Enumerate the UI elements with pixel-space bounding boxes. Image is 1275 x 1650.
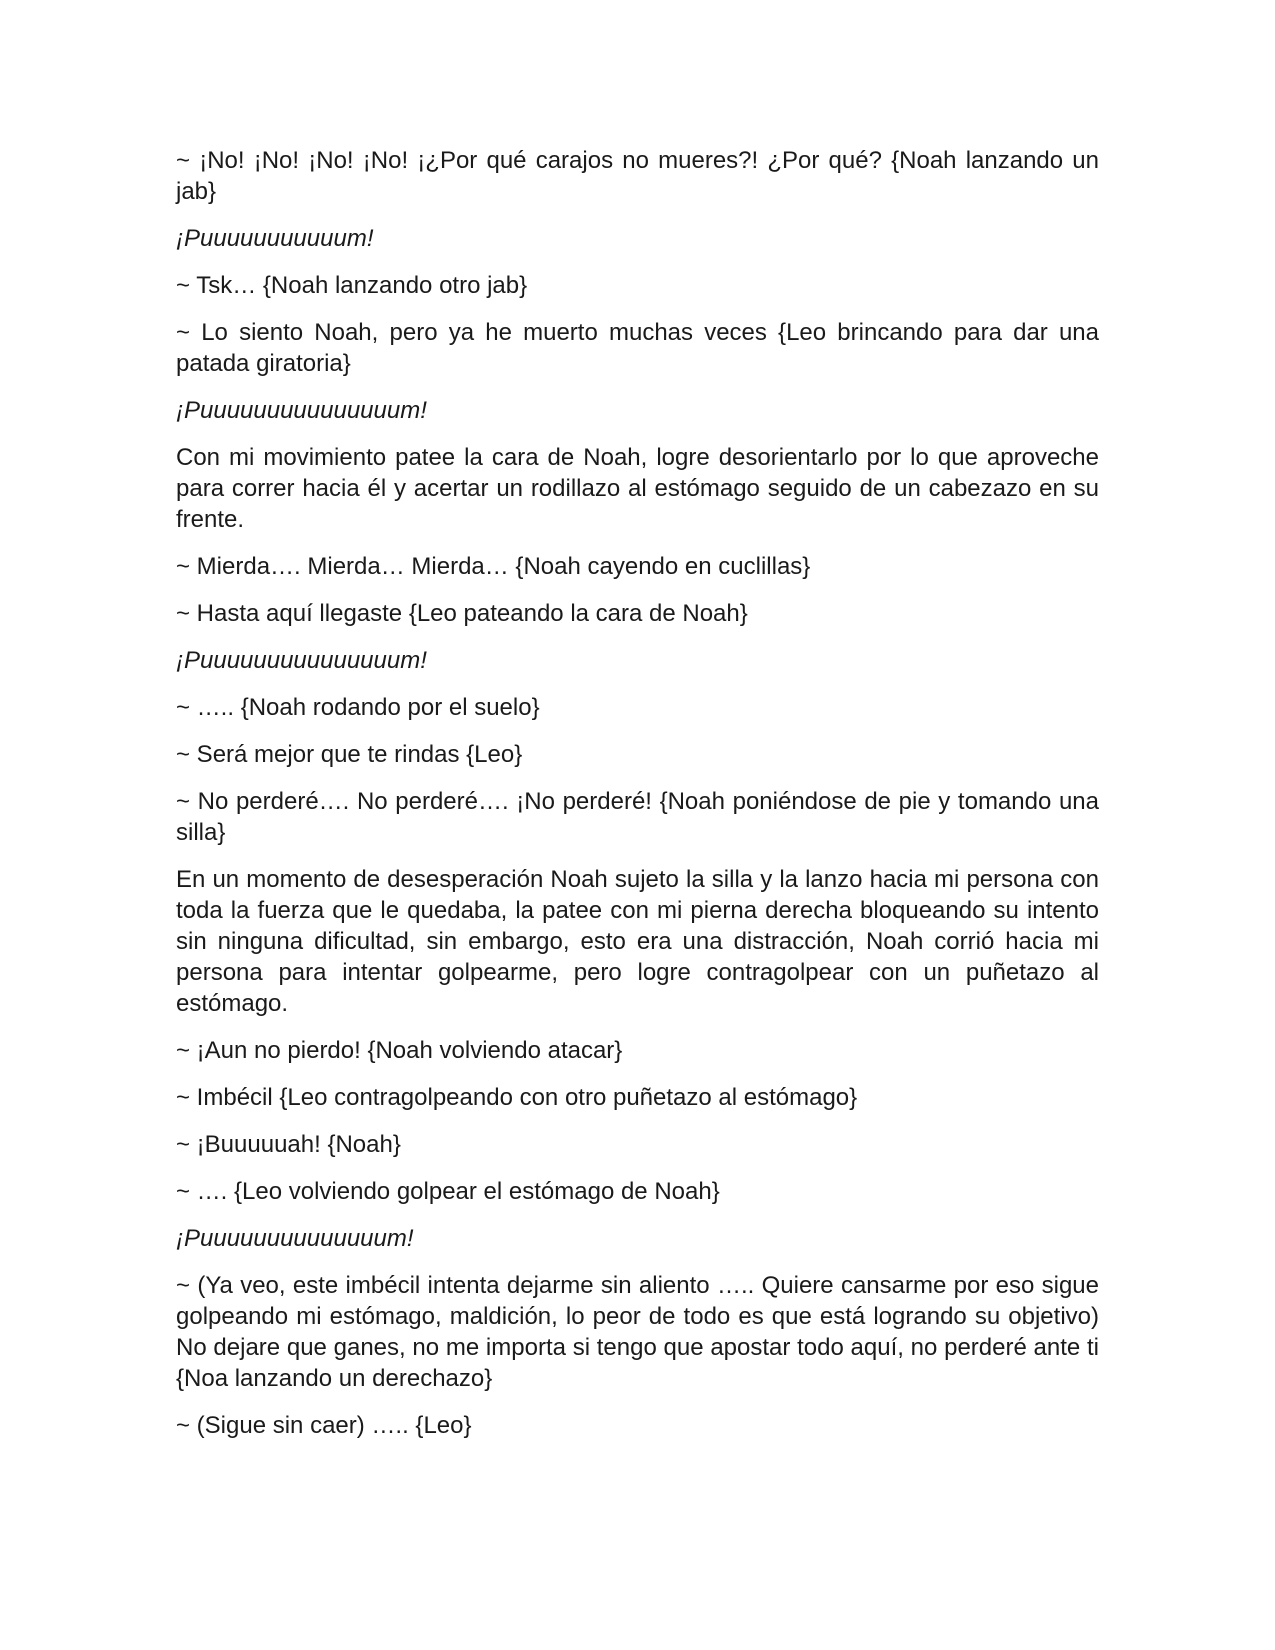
dialogue-line: ~ ….. {Noah rodando por el suelo} bbox=[176, 694, 540, 721]
dialogue-line: ~ Hasta aquí llegaste {Leo pateando la cara de Noah} bbox=[176, 600, 748, 627]
dialogue-line: ~ Mierda…. Mierda… Mierda… {Noah cayendo en cuclillas} bbox=[176, 553, 811, 580]
dialogue-line: ~ Será mejor que te rindas {Leo} bbox=[176, 741, 523, 768]
sound-effect: ¡Puuuuuuuuuuuuuuum! bbox=[176, 397, 427, 424]
sound-effect: ¡Puuuuuuuuuuum! bbox=[176, 225, 374, 252]
dialogue-line: ~ ¡Aun no pierdo! {Noah volviendo atacar} bbox=[176, 1037, 623, 1064]
dialogue-line: ~ Imbécil {Leo contragolpeando con otro puñetazo al estómago} bbox=[176, 1084, 858, 1111]
document-body bbox=[176, 145, 1099, 1457]
dialogue-line: ~ ¡No! ¡No! ¡No! ¡No! ¡¿Por qué carajos no mueres?! ¿Por qué? {Noah lanzando un jab} bbox=[176, 147, 1099, 205]
sound-effect: ¡Puuuuuuuuuuuuuum! bbox=[176, 1225, 414, 1252]
sound-effect: ¡Puuuuuuuuuuuuuuum! bbox=[176, 647, 427, 674]
dialogue-line: ~ Tsk… {Noah lanzando otro jab} bbox=[176, 272, 528, 299]
dialogue-line: ~ No perderé…. No perderé…. ¡No perderé! {Noah poniéndose de pie y tomando una silla} bbox=[176, 788, 1099, 846]
dialogue-line: ~ Lo siento Noah, pero ya he muerto muchas veces {Leo brincando para dar una patada giratoria} bbox=[176, 319, 1099, 377]
dialogue-line: ~ (Sigue sin caer) ….. {Leo} bbox=[176, 1412, 472, 1439]
dialogue-line: ~ ¡Buuuuuah! {Noah} bbox=[176, 1131, 401, 1158]
dialogue-line: ~ …. {Leo volviendo golpear el estómago de Noah} bbox=[176, 1178, 720, 1205]
narration-paragraph: En un momento de desesperación Noah sujeto la silla y la lanzo hacia mi persona con toda la fuerza que le quedaba, la patee con mi pierna derecha bloqueando su intento sin ninguna dificultad, sin embargo, esto era una distracción, Noah corrió hacia mi persona para intentar golpearme, pero logre contragolpear con un puñetazo al estómago. bbox=[176, 866, 1099, 1017]
dialogue-line: ~ (Ya veo, este imbécil intenta dejarme sin aliento ….. Quiere cansarme por eso sigue golpeando mi estómago, maldición, lo peor de todo es que está logrando su objetivo) No dejare que ganes, no me importa si tengo que apostar todo aquí, no perderé ante ti {Noa lanzando un derechazo} bbox=[176, 1272, 1099, 1392]
narration-paragraph: Con mi movimiento patee la cara de Noah, logre desorientarlo por lo que aproveche para correr hacia él y acertar un rodillazo al estómago seguido de un cabezazo en su frente. bbox=[176, 444, 1099, 533]
